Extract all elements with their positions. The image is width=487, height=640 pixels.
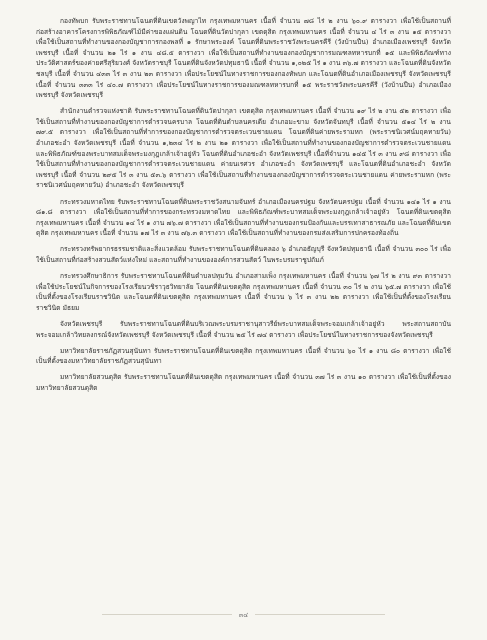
footer-right-rule	[255, 614, 385, 615]
paragraph-ministry-of-education: กระทรวงศึกษาธิการ รับพระราชทานโฉนดที่ดินตำบลปทุมวัน อำเภอสามเพ็ง กรุงเทพมหานคร เนื้อที่ จำนวน ๖๗ ไร่ ๒ งาน ๙๓ ตารางวา เพื่อใช้ประโยชน์ในกิจการของโรงเรียนวชิราวุธวิทยาลัย โฉนดที่ดินเขตดุสิต กรุงเทพมหานคร เนื้อที่ จำนวน ๓๐ ไร่ ๒ งาน ๖๕.๗ ตารางวา เพื่อใช้เป็นที่ตั้งของโรงเรียนราชวินิต และโฉนดที่ดินเขตดุสิต กรุงเทพมหานคร เนื้อที่ จำนวน ๖ ไร่ ๓ งาน ๒๒ ตารางวา เพื่อใช้เป็นที่ตั้งของโรงเรียนราชวินิต มัธยม	[36, 272, 451, 312]
footer-left-rule	[102, 614, 232, 615]
paragraph-royal-thai-police: สำนักงานตำรวจแห่งชาติ รับพระราชทานโฉนดที่ดินวัดปากุลา เขตดุสิต กรุงเทพมหานคร เนื้อที่ จำนวน ๑๙ ไร่ ๒ งาน ๕๒ ตารางวา เพื่อใช้เป็นสถานที่ทำงานของกองบัญชาการตำรวจนครบาล โฉนดที่ดินตำบลนครเดีย อำเภอมะขาม จังหวัดจันทบุรี เนื้อที่ จำนวน ๕๑๔ ไร่ ๒ งาน ๗๙.๕ ตารางวา เพื่อใช้เป็นสถานที่ทำการของกองบัญชาการตำรวจตระเวนชายแดน โฉนดที่ดินค่ายพระรามหก (พระราชนิเวศน์มฤคทายวัน) อำเภอชะอำ จังหวัดเพชรบุรี เนื้อที่ จำนวน ๑,๒๓๔ ไร่ ๒ งาน ๒๑ ตารางวา เพื่อใช้เป็นสถานที่ทำงานของกองบัญชาการตำรวจตระเวนชายแดน และพิพิธภัณฑ์ของพระบาทสมเด็จพระมงกุฎเกล้าเจ้าอยู่หัว โฉนดที่ดินอำเภอชะอำ จังหวัดเพชรบุรี เนื้อที่จำนวน ๑๔๕ ไร่ ๓ งาน ๙๘ ตารางวา เพื่อใช้เป็นสถานที่ทำงานของกองบัญชาการตำรวจตระเวนชายแดน ค่ายนเรศวร อำเภอชะอำ จังหวัดเพชรบุรี และโฉนดที่ดินอำเภอชะอำ จังหวัดเพชรบุรี เนื้อที่ จำนวน ๒๙๕ ไร่ ๓ งาน ๕๓.๖ ตารางวา เพื่อใช้เป็นสถานที่ทำงานของกองบัญชาการตำรวจตระเวนชายแดน ค่ายพระรามหก (พระราชนิเวศน์มฤคทายวัน) อำเภอชะอำ จังหวัดเพชรบุรี	[36, 107, 451, 190]
paragraph-suan-dusit-university: มหาวิทยาลัยสวนดุสิต รับพระราชทานโฉนดที่ดินเขตดุสิต กรุงเทพมหานคร เนื้อที่ จำนวน ๓๗ ไร่ ๓ งาน ๑๐ ตารางวา เพื่อใช้เป็นที่ตั้งของมหาวิทยาลัยสวนดุสิต	[36, 373, 451, 392]
page-footer	[0, 609, 487, 620]
paragraph-phetchaburi-province: จังหวัดเพชรบุรี รับพระราชทานโฉนดที่ดินบริเวณพระบรมราชานุสาวรีย์พระบาทสมเด็จพระจอมเกล้าเจ้าอยู่หัว พระสถานสถาบันพระจอมเกล้าวิทยลงกรณ์จังหวัดเพชรบุรี จังหวัดเพชรบุรี เนื้อที่ จำนวน ๒๕ ไร่ ๗๔ ตารางวา เพื่อประโยชน์ในทางราชการของจังหวัดเพชรบุรี	[36, 319, 451, 339]
paragraph-suan-sunandha-university: มหาวิทยาลัยราชภัฏสวนสุนันทา รับพระราชทานโฉนดที่ดินเขตดุสิต กรุงเทพมหานคร เนื้อที่ จำนวน ๖๐ ไร่ ๑ งาน ๘๐ ตารางวา เพื่อใช้เป็นที่ตั้งของมหาวิทยาลัยราชภัฏสวนสุนันทา	[36, 346, 451, 366]
paragraph-ministry-of-interior: กระทรวงมหาดไทย รับพระราชทานโฉนดที่ดินพระราชวังสนามจันทร์ อำเภอเมืองนครปฐม จังหวัดนครปฐม เนื้อที่ จำนวน ๑๔๑ ไร่ ๑ งาน ๘๑.๘ ตารางวา เพื่อใช้เป็นสถานที่ทำการของกระทรวงมหาดไทย และพิพิธภัณฑ์พระบาทสมเด็จพระมงกุฎเกล้าเจ้าอยู่หัว โฉนดที่ดินเขตดุสิต กรุงเทพมหานคร เนื้อที่ จำนวน ๑๔ ไร่ ๑ งาน ๗๖.๗ ตารางวา เพื่อใช้เป็นสถานที่ทำงานของกรมป้องกันและบรรเทาสาธารณภัย และโฉนดที่ดินเขตดุสิต กรุงเทพมหานคร เนื้อที่ จำนวน ๑๗ ไร่ ๓ งาน ๗๖.๓ ตารางวา เพื่อใช้เป็นสถานที่ทำงานของกรมส่งเสริมการปกครองท้องถิ่น	[36, 197, 451, 238]
page-number: ๓๔	[238, 611, 249, 619]
paragraph-ministry-of-natural-resources: กระทรวงทรัพยากรธรรมชาติและสิ่งแวดล้อม รับพระราชทานโฉนดที่ดินคลอง ๖ อำเภอธัญบุรี จังหวัดปทุมธานี เนื้อที่ จำนวน ๓๐๐ ไร่ เพื่อใช้เป็นสถานที่ก่อสร้างสวนสัตว์แห่งใหม่ และสถานที่ทำงานขององค์การสวนสัตว์ ในพระบรมราชูปถัมภ์	[36, 245, 451, 264]
paragraph-royal-thai-army: กองทัพบก รับพระราชทานโฉนดที่ดินเขตวังพญาไท กรุงเทพมหานคร เนื้อที่ จำนวน ๗๘ ไร่ ๒ งาน ๖๐.๙ ตารางวา เพื่อใช้เป็นสถานที่ก่อสร้างอาคารโครงการพิพิธภัณฑ์ไม้มีค่าของแผ่นดิน โฉนดที่ดินวัดปากุลา เขตดุสิต กรุงเทพมหานคร เนื้อที่ จำนวน ๔ ไร่ ๓ งาน ๑๕ ตารางวา เพื่อใช้เป็นสถานที่ทำงานของกองบัญชาการกองพลที่ ๑ รักษาพระองค์ โฉนดที่ดินพระราชวังพระนครคีรี (วังบ้านปืน) อำเภอเมืองเพชรบุรี จังหวัดเพชรบุรี เนื้อที่ จำนวน ๒๑ ไร่ ๑ งาน ๔๘.๕ ตารางวา เพื่อใช้เป็นสถานที่ทำงานของกองบัญชาการมณฑลทหารบกที่ ๑๕ และพิพิธภัณฑ์ทางประวัติศาสตร์ของค่ายศรีสุริยวงศ์ จังหวัดราชบุรี โฉนดที่ดินจังหวัดปทุมธานี เนื้อที่ จำนวน ๑,๐๒๕ ไร่ ๑ งาน ๓๖.๗ ตารางวา และโฉนดที่ดินจังหวัดชลบุรี เนื้อที่ จำนวน ๔๓๓ ไร่ ๓ งาน ๒๓ ตารางวา เพื่อประโยชน์ในทางราชการของกองทัพบก และโฉนดที่ดินอำเภอเมืองเพชรบุรี จังหวัดเพชรบุรี เนื้อที่ จำนวน ๓๓๓ ไร่ ๔๐.๗ ตารางวา เพื่อประโยชน์ในทางราชการของมณฑลทหารบกที่ ๑๕ พระราชวังพระนครคีรี (วังบ้านปืน) อำเภอเมืองเพชรบุรี จังหวัดเพชรบุรี	[36, 17, 451, 100]
